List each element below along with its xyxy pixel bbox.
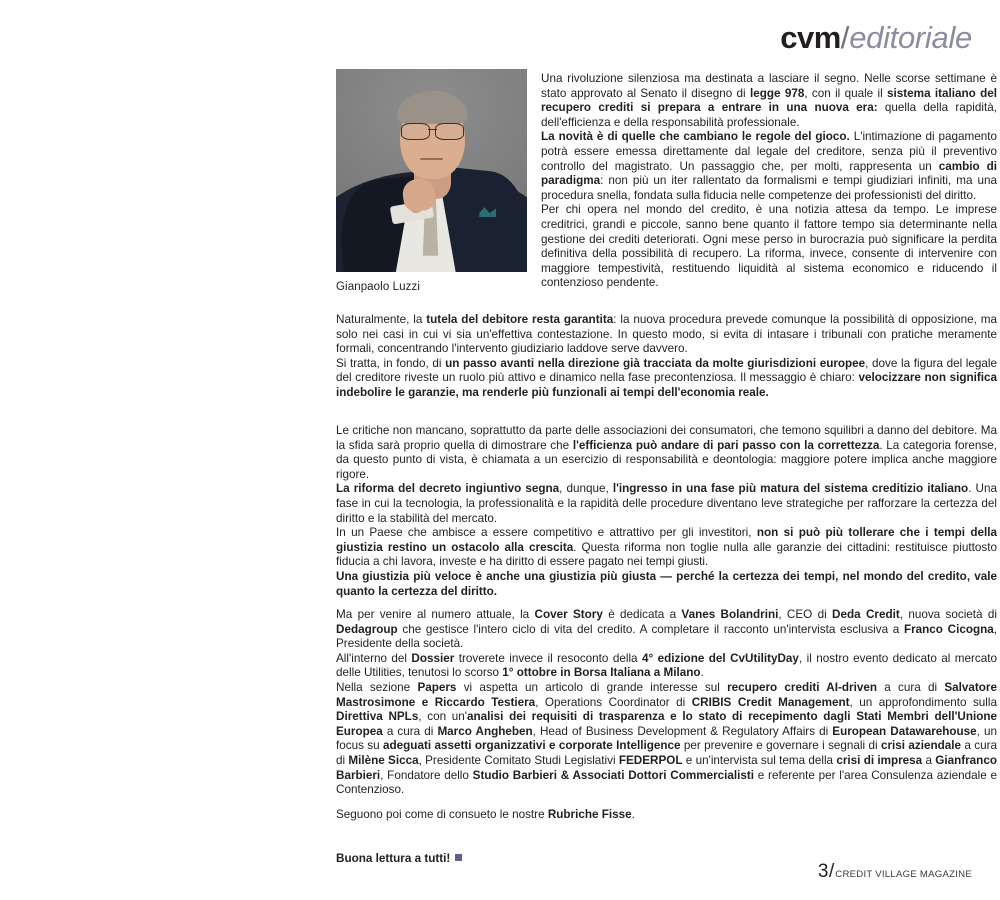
text-run: , Presidente Comitato Studi Legislativi xyxy=(418,753,619,767)
text-run-bold: Milène Sicca xyxy=(348,753,419,767)
text-run-bold: 4° edizione del CvUtilityDay xyxy=(641,651,799,665)
block-b-paragraph-1 xyxy=(336,424,997,482)
text-run-bold: La riforma del decreto ingiuntivo segna xyxy=(336,482,560,496)
block-b-paragraph-3 xyxy=(336,526,997,570)
text-run: : non più un iter rallentato da formalismi e tempi giudiziari infiniti, ma una procedura snella, fondata sulla fiducia nelle competenze dei professionisti del diritto. xyxy=(541,174,997,202)
text-run: per prevenire e governare i segnali di xyxy=(680,739,881,753)
text-run-bold: Papers xyxy=(417,680,457,694)
text-run: , Fondatore dello xyxy=(380,768,473,782)
magazine-name: CREDIT VILLAGE MAGAZINE xyxy=(835,869,972,880)
text-run: Naturalmente, la xyxy=(336,313,427,326)
text-run-bold: Dossier xyxy=(411,651,455,665)
text-run: . Questa riforma non toglie nulla alle garanzie dei cittadini: restituisce piuttosto fiducia a chi lavora, investe e ha diritto di essere pagato nei tempi giusti. xyxy=(336,540,997,569)
text-run: , CEO di xyxy=(778,608,833,621)
photo-caption: Gianpaolo Luzzi xyxy=(336,281,420,293)
text-run: . xyxy=(700,666,704,680)
text-run: : la nuova procedura prevede comunque la possibilità di opposizione, ma solo nei casi in cui vi sia un'effettiva contestazione. In questo modo, si evita di intasare i tribunali con pratiche meramente formali, concentrando l'intervento giudiziario laddove serve davvero. xyxy=(336,313,998,356)
text-run-bold: Franco Cicogna xyxy=(903,622,994,636)
text-run: Si tratta, in fondo, di xyxy=(336,356,446,370)
signoff-text: Buona lettura a tutti! xyxy=(336,852,451,865)
text-run-bold: adeguati assetti organizzativi e corporate Intelligence xyxy=(383,739,681,753)
text-run: vi aspetta un articolo di grande interesse sul xyxy=(456,680,728,694)
block-b-paragraph-4 xyxy=(336,570,997,599)
block-a-paragraph-2 xyxy=(336,357,997,401)
text-run-bold: Una giustizia più veloce è anche una giustizia più giusta — perché la certezza dei tempi, nel mondo del credito, vale quanto la certezza del diritto. xyxy=(336,569,997,598)
text-run-bold: Marco Angheben xyxy=(437,724,533,738)
text-run-bold: Gianfranco Barbieri xyxy=(336,753,997,782)
text-run: quella della rapidità, dell'efficienza e della responsabilità professionale. xyxy=(541,101,997,129)
text-run-bold: La novità è di quelle che cambiano le regole del gioco. xyxy=(541,130,850,144)
text-run: , Operations Coordinator di xyxy=(535,695,692,709)
intro-column xyxy=(541,72,997,291)
text-run-bold: Vanes Bolandrini xyxy=(681,608,779,621)
text-run: . Una fase in cui la tecnologia, la professionalità e la rapidità delle procedure diventano leve strategiche per rafforzare la certezza del diritto e la stabilità del mercato. xyxy=(336,482,997,525)
text-run: , Head of Business Development & Regulatory Affairs di xyxy=(532,724,833,738)
text-run-bold: un passo avanti nella direzione già tracciata da molte giurisdizioni europee xyxy=(445,356,866,370)
text-run-bold: crisi di impresa xyxy=(836,753,923,767)
text-run: Ma per venire al numero attuale, la xyxy=(336,608,535,621)
text-run-bold: CRIBIS Credit Management xyxy=(691,695,850,709)
text-run: , il nostro evento dedicato al mercato delle Utilities, tenutosi lo scorso xyxy=(336,651,998,680)
text-run-bold: tutela del debitore resta garantita xyxy=(426,313,614,326)
block-c-paragraph-1 xyxy=(336,608,997,652)
text-run-bold: l'efficienza può andare di pari passo con la correttezza xyxy=(572,438,880,452)
text-run-bold: velocizzare non significa indebolire le garanzie, ma renderle più funzionali ai tempi dell'economia reale. xyxy=(336,371,997,399)
text-run: In un Paese che ambisce a essere competitivo e attrattivo per gli investitori, xyxy=(336,526,757,540)
text-run: troverete invece il resoconto della xyxy=(454,651,642,665)
text-run: , un approfondimento sulla xyxy=(849,695,998,709)
block-c-paragraph-3 xyxy=(336,681,997,798)
block-c-paragraph-2 xyxy=(336,652,997,681)
text-run-bold: Cover Story xyxy=(534,608,603,621)
text-run: , Presidente della società. xyxy=(336,622,997,651)
text-run-bold: recupero crediti AI-driven xyxy=(727,680,877,694)
text-run-bold: Studio Barbieri & Associati Dottori Commercialisti xyxy=(472,768,755,782)
text-run-bold: Direttiva NPLs xyxy=(336,710,419,724)
text-run: a cura di xyxy=(382,724,438,738)
page-number: 3 xyxy=(817,861,828,882)
masthead-separator: / xyxy=(840,20,850,55)
text-run-bold: Deda Credit xyxy=(832,608,900,621)
block-b-paragraph-2 xyxy=(336,482,997,526)
glasses-lens-right xyxy=(435,123,464,140)
author-photo xyxy=(336,69,527,272)
body-block-b xyxy=(336,424,997,599)
masthead-brand: cvm xyxy=(780,20,841,55)
text-run: è dedicata a xyxy=(602,608,682,621)
text-run: , dove la figura del legale del creditore riveste un ruolo più attivo e dinamico nella fase precontenziosa. Il messaggio è chiaro: xyxy=(336,356,998,385)
text-run: . xyxy=(631,808,635,821)
text-run-bold: legge 978 xyxy=(749,86,805,100)
text-run-bold: crisi aziendale xyxy=(880,739,961,753)
text-run: Una rivoluzione silenziosa ma destinata a lasciare il segno. Nelle scorse settimane è stato approvato al Senato il disegno di xyxy=(541,72,997,100)
glasses-icon xyxy=(401,123,464,138)
text-run: , nuova società di xyxy=(899,608,997,621)
text-run: , con un' xyxy=(418,710,468,724)
text-run: L'intimazione di pagamento potrà essere emessa direttamente dal legale del creditore, senza più il preventivo controllo del magistrato. Un passaggio che, per molti, rappresenta un xyxy=(541,130,997,173)
intro-paragraph-2 xyxy=(541,130,997,203)
text-run: , con il quale il xyxy=(804,86,888,100)
text-run: a cura di xyxy=(876,680,945,694)
glasses-bridge xyxy=(428,129,437,131)
mouth-shape xyxy=(420,158,443,160)
text-run-bold: cambio di paradigma xyxy=(541,159,998,188)
intro-paragraph-3: Per chi opera nel mondo del credito, è una notizia attesa da tempo. Le imprese creditrici, grandi e piccole, sanno bene quanto il fattore tempo sia determinante nella gestione dei crediti deteriorati. Ogni mese perso in burocrazia può significare la perdita definitiva della possibilità di recupero. La riforma, invece, consente di intervenire con maggiore tempestività, restituendo liquidità al sistema economico e riducendo il contenzioso pendente. xyxy=(541,203,997,290)
masthead xyxy=(780,22,972,53)
text-run-bold: 1° ottobre in Borsa Italiana a Milano xyxy=(502,666,701,680)
end-mark-icon xyxy=(455,854,462,861)
text-run-bold: Dedagroup xyxy=(336,622,398,636)
text-run-bold: FEDERPOL xyxy=(618,753,683,767)
block-a-paragraph-1 xyxy=(336,313,997,357)
glasses-lens-left xyxy=(401,123,430,140)
body-block-c xyxy=(336,608,997,798)
masthead-section: editoriale xyxy=(849,20,972,55)
body-block-a xyxy=(336,313,997,401)
text-run: a cura di xyxy=(336,739,997,767)
text-run: che gestisce l'intero ciclo di vita del credito. A completare il racconto un'intervista esclusiva a xyxy=(397,622,904,636)
text-run-bold: l'ingresso in una fase più matura del sistema creditizio italiano xyxy=(612,482,969,496)
text-run-bold: Rubriche Fisse xyxy=(547,808,632,821)
body-block-d xyxy=(336,808,997,823)
portrait-block xyxy=(336,69,527,293)
text-run: , un focus su xyxy=(336,724,998,753)
intro-paragraph-1 xyxy=(541,72,997,130)
text-run-bold: sistema italiano del recupero crediti si prepara a entrare in una nuova era: xyxy=(541,86,998,115)
text-run: Seguono poi come di consueto le nostre xyxy=(336,808,548,821)
text-run-bold: Salvatore Mastrosimone e Riccardo Testiera xyxy=(336,680,997,709)
text-run: All'interno del xyxy=(336,651,412,665)
text-run-bold: analisi dei requisiti di trasparenza e lo stato di recepimento dagli Stati Membri dell'Unione Europea xyxy=(336,710,998,738)
text-run: a xyxy=(922,753,936,767)
text-run-bold: European Datawarehouse xyxy=(832,724,977,738)
text-run: Nella sezione xyxy=(336,680,418,694)
text-run: e un'intervista sul tema della xyxy=(682,753,837,767)
page-footer xyxy=(818,861,972,883)
text-run: Le critiche non mancano, soprattutto da parte delle associazioni dei consumatori, che temono squilibri a danno del debitore. Ma la sfida sarà proprio quella di dimostrare che xyxy=(336,424,997,452)
text-run: . La categoria forense, da questo punto di vista, è chiamata a un esercizio di responsabilità e deontologia: maggiore potere implica anche maggiore rigore. xyxy=(336,438,997,481)
block-d-paragraph-1 xyxy=(336,808,997,823)
text-run-bold: non si può più tollerare che i tempi della giustizia restino un ostacolo alla crescita xyxy=(336,526,998,554)
text-run: e referente per l'area Consulenza aziendale e Contenzioso. xyxy=(336,768,997,797)
footer-separator: / xyxy=(829,861,835,882)
text-run: , dunque, xyxy=(559,482,613,496)
